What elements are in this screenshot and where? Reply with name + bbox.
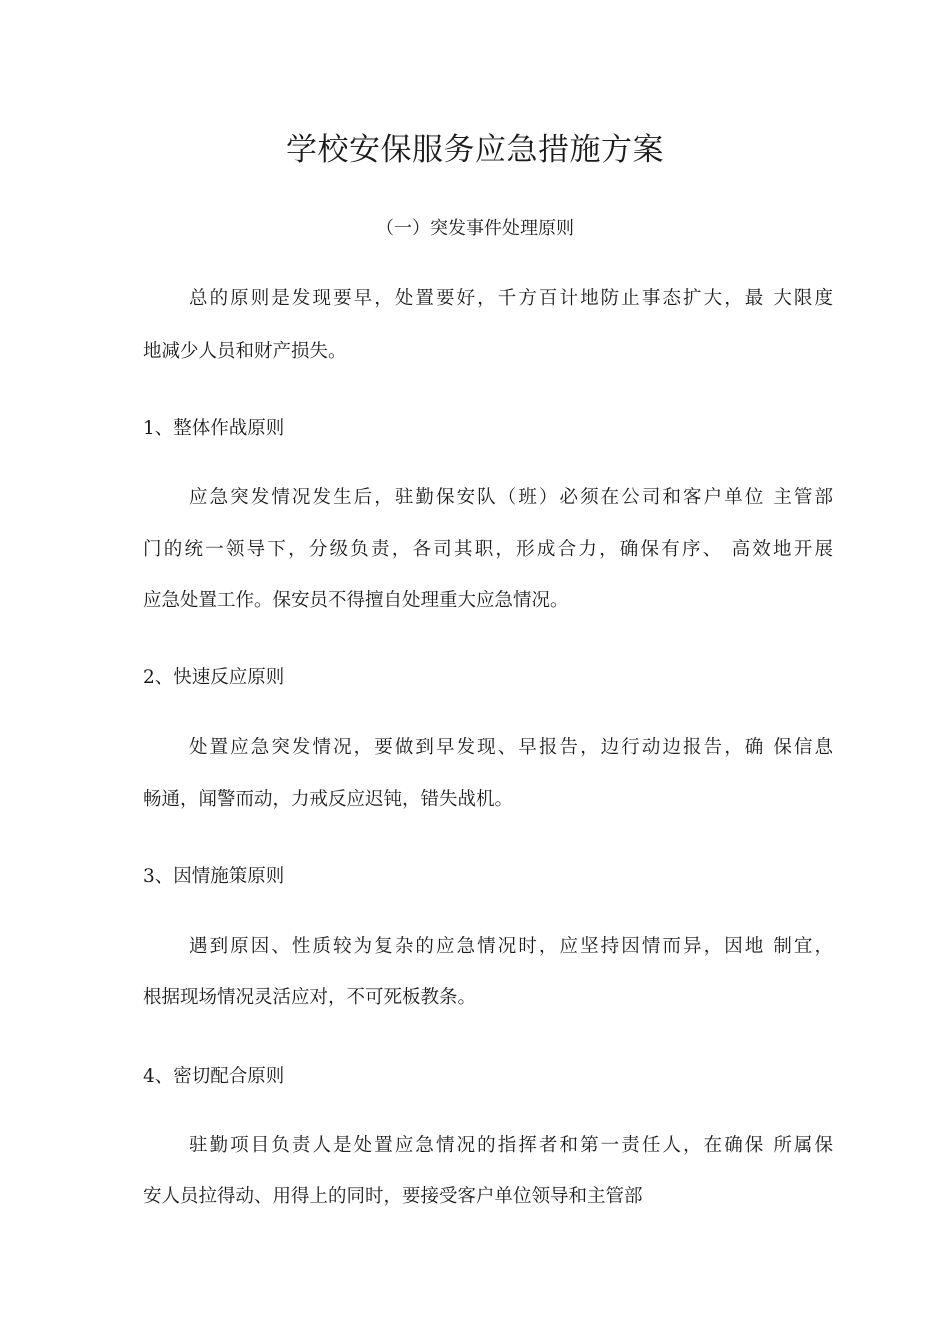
section-2-line-2: 畅通，闻警而动，力戒反应迟钝，错失战机。 xyxy=(143,789,514,810)
section-3-line-1: 遇到原因、性质较为复杂的应急情况时，应坚持因情而异，因地 制宜， xyxy=(189,936,833,957)
section-4-line-2: 安人员拉得动、用得上的同时，要接受客户单位领导和主管部 xyxy=(143,1186,643,1207)
section-3-line-2: 根据现场情况灵活应对，不可死板教条。 xyxy=(143,987,477,1008)
document-title: 学校安保服务应急措施方案 xyxy=(286,132,664,168)
section-4-line-1: 驻勤项目负责人是处置应急情况的指挥者和第一责任人，在确保 所属保 xyxy=(189,1135,833,1156)
section-heading-2: 2、快速反应原则 xyxy=(143,667,285,688)
section-heading-4: 4、密切配合原则 xyxy=(143,1066,285,1087)
section-subtitle: （一）突发事件处理原则 xyxy=(376,218,574,239)
section-1-line-2: 门的统一领导下，分级负责，各司其职，形成合力，确保有序、 高效地开展 xyxy=(143,539,833,560)
section-heading-1: 1、整体作战原则 xyxy=(143,418,285,439)
section-1-line-3: 应急处置工作。保安员不得擅自处理重大应急情况。 xyxy=(143,590,569,611)
intro-line-2: 地减少人员和财产损失。 xyxy=(143,341,347,362)
section-2-line-1: 处置应急突发情况，要做到早发现、早报告，边行动边报告，确 保信息 xyxy=(189,737,833,758)
section-heading-3: 3、因情施策原则 xyxy=(143,866,285,887)
section-1-line-1: 应急突发情况发生后，驻勤保安队（班）必须在公司和客户单位 主管部 xyxy=(189,487,833,508)
intro-line-1: 总的原则是发现要早，处置要好，千方百计地防止事态扩大，最 大限度 xyxy=(189,288,833,309)
